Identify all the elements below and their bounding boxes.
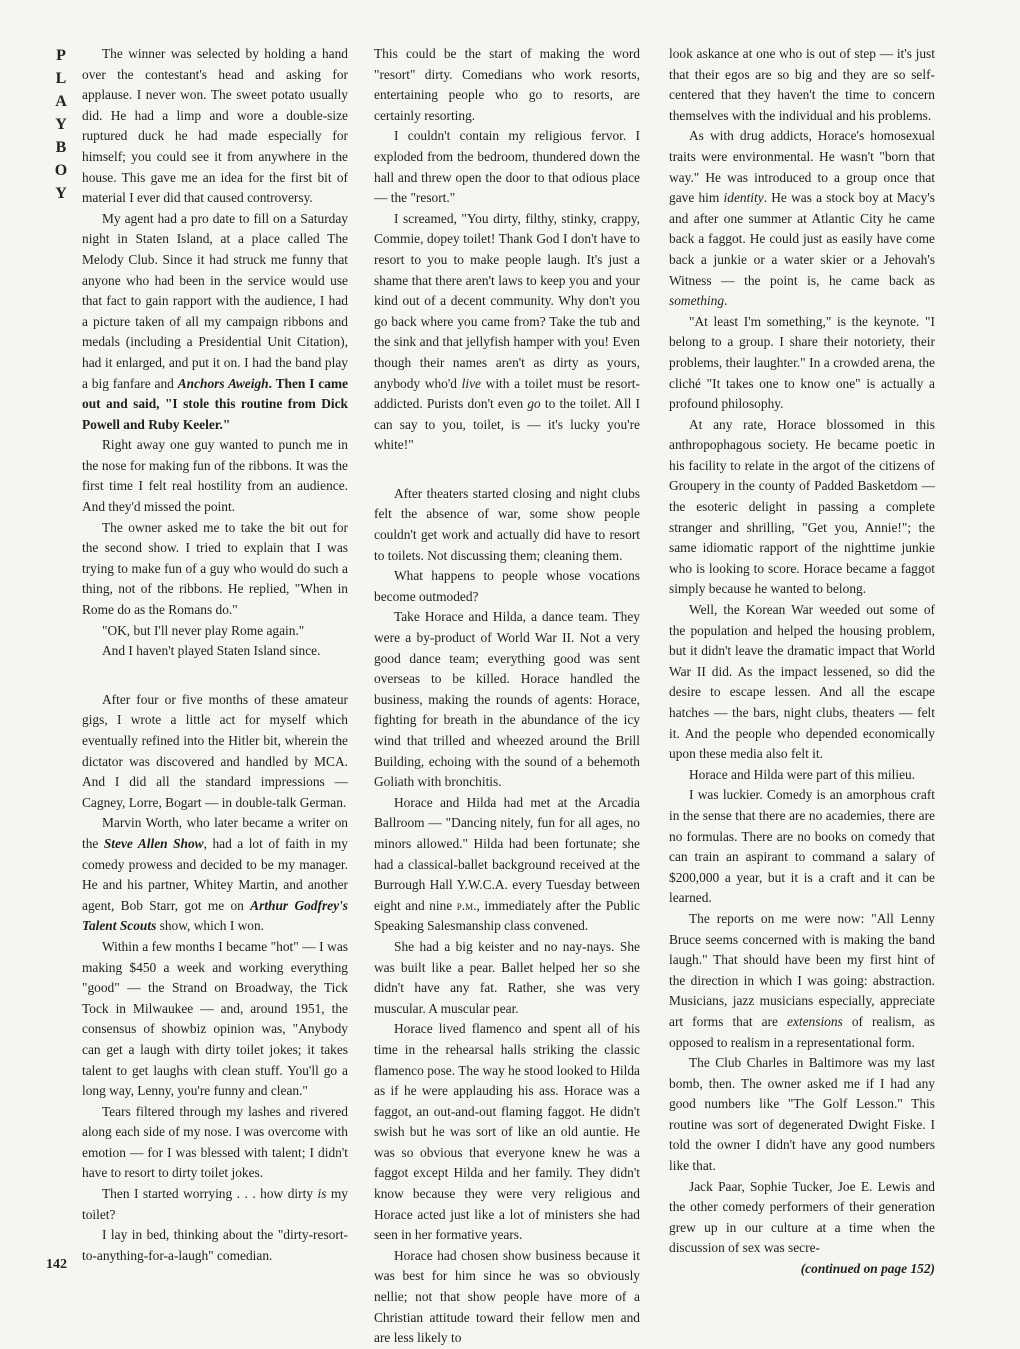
text-run: My agent had a pro date to fill on a Saturday night in Staten Island, at a place called The Melody Club. Since it had struck me funny that anyone who had been in the service would use that fact to gain rapport with the audience, I had a picture taken of all my campaign ribbons and medals (including a Presidential Unit Citation), had it enlarged, and put it on. I had the band play a big fanfare and (82, 210, 348, 391)
paragraph: "At least I'm something," is the keynote. "I belong to a group. I share their notoriety, their problems, their laughter." In a crowded arena, the cliché "It takes one to know one" is actually a profound philosophy. (669, 313, 935, 412)
paragraph: Take Horace and Hilda, a dance team. They were a by-product of World War II. Not a very good dance team; everything good was sent overseas to be killed. Horace handled the business, making the rounds of agents: Horace, fighting for breath in the abundance of the icy wind that trilled and wheezed around the Brill Building, echoing with the sound of a behemoth Goliath with bronchitis. (374, 609, 640, 790)
text-run: , had a lot of faith in my comedy prowess and decided to be my manager. He and his partner, Whitey Martin, and another agent, Bob Starr, got me on (82, 835, 349, 913)
text-run: my toilet? (82, 1186, 348, 1222)
running-head-letter: A (55, 93, 67, 110)
article-column-3 (669, 44, 935, 1280)
emphasis: go (527, 396, 541, 412)
running-head-letter: L (55, 70, 67, 87)
paragraph: The winner was selected by holding a hand over the contestant's head and asking for applause. I never won. The sweet potato usually did. He had a limp and wore a double-size ruptured duck he had made especially for himself; you could see it from anywhere in the house. This gave me an idea for the first bit of material I ever did that caused controversy. (82, 46, 348, 206)
text-run: The reports on me were now: "All Lenny Bruce seems concerned with is making the band laugh." That should have been my first hint of the direction in which I was going: abstraction. Musicians, jazz musicians especially, appreciate art forms that are (669, 910, 935, 1029)
running-head-letter: O (54, 162, 68, 179)
paragraph (669, 126, 935, 311)
paragraph: The Club Charles in Baltimore was my last bomb, then. The owner asked me if I had any good numbers like "The Golf Lesson." This routine was sort of degenerated Dwight Fiske. I told the owner I didn't have any good numbers like that. (669, 1055, 935, 1174)
paragraph: And I haven't played Staten Island since. (102, 643, 321, 659)
paragraph: After theaters started closing and night clubs felt the absence of war, some show people couldn't get work and actually did have to resort to toilets. Not discussing them; cleaning them. (374, 485, 640, 563)
emphasis: something (669, 293, 725, 309)
paragraph: The owner asked me to take the bit out for the second show. I tried to explain that I was trying to make fun of a guy who would do such a thing, not of the ribbons. He replied, "When in Rome do as the Romans do." (82, 519, 348, 618)
running-head-letter: P (56, 47, 66, 64)
paragraph: Horace and Hilda were part of this milieu. (689, 766, 916, 782)
paragraph: At any rate, Horace blossomed in this anthropophagous society. He became poetic in his facility to relate in the argot of the citizens of Groupery in the county of Padded Basketdom — the esoteric delight in passing a complete stranger and shrilling, "Get you, Annie!"; the same idiomatic rapport of the nighttime junkie who is looking to score. Horace became a faggot simply because he wanted to belong. (669, 416, 935, 597)
text-run: to the toilet. All I can say to you, toilet, is — it's lucky you're white!" (374, 396, 641, 453)
song-title: Anchors Aweigh (177, 375, 269, 391)
paragraph: Well, the Korean War weeded out some of the population and helped the housing problem, but it didn't leave the dramatic impact that World War II did. As the impact lessened, so did the desire to escape lessen. And all the escape hatches — the bars, night clubs, theaters — felt it. And the people who depended economically upon these media also felt it. (669, 602, 935, 762)
paragraph: What happens to people whose vocations become outmoded? (374, 568, 640, 604)
running-head-letter: Y (55, 116, 67, 133)
text-run: of realism, as opposed to realism in a representational form. (669, 1013, 935, 1050)
paragraph (669, 909, 935, 1053)
time-abbrev: p.m. (456, 897, 477, 913)
paragraph: This could be the start of making the word "resort" dirty. Comedians who work resorts, entertaining people who go to resorts, are certainly resorting. (374, 46, 640, 123)
paragraph: "OK, but I'll never play Rome again." (102, 622, 305, 638)
continued-on-link[interactable]: (continued on page 152) (800, 1261, 935, 1277)
paragraph: After four or five months of these amateur gigs, I wrote a little act for myself which eventually refined into the Hitler bit, wherein the dictator was discovered and handled by MCA. And I did all the standard impressions — Cagney, Lorre, Bogart — in double-talk German. (82, 691, 348, 810)
paragraph: Within a few months I became "hot" — I was making $450 a week and working everything "good" — the Strand on Broadway, the Tick Tock in Milwaukee — and, around 1951, the consensus of showbiz opinion was, "Anybody can get a laugh with dirty toilet jokes; it takes talent to get laughs with clean stuff. You'll go a long way, Lenny, you're funny and clean." (82, 938, 348, 1099)
running-head-letter: Y (55, 185, 67, 202)
emphasis: is (317, 1186, 327, 1202)
text-run: show, which I won. (156, 918, 265, 934)
paragraph: She had a big keister and no nay-nays. She was built like a pear. Ballet helped her so she didn't have any fat. Rather, she was very muscular. A muscular pear. (374, 938, 640, 1016)
paragraph: Tears filtered through my lashes and rivered along each side of my nose. I was overcome with emotion — for I was blessed with talent; I didn't have to resort to dirty toilet jokes. (82, 1103, 348, 1181)
text-run: . He was a stock boy at Macy's and after one summer at Atlantic City he came back a faggot. He could just as easily have come back a junkie or a water skier or a Jehovah's Witness — the point is, he came back as (669, 190, 935, 288)
text-run: As with drug addicts, Horace's homosexual traits were environmental. He wasn't "born that way." He was introduced to a group once that gave him (669, 128, 935, 206)
emphasis: live (461, 375, 481, 391)
text-run: with a toilet must be resort-addicted. Purists don't even (374, 375, 640, 412)
text-run: Horace and Hilda had met at the Arcadia Ballroom — "Dancing nitely, fun for all ages, no minors allowed." Hilda had been fortunate; she had a classical-ballet background received at the Burrough Hall Y.W.C.A. every Tuesday between eight and nine (374, 794, 640, 913)
running-head-letter: B (55, 139, 67, 156)
show-title: Steve Allen Show (103, 835, 204, 851)
show-title: Arthur Godfrey's Talent Scouts (82, 897, 348, 934)
text-run: . Then I came out and said, "I stole this routine from Dick Powell and Ruby Keeler." (82, 375, 348, 432)
paragraph (374, 793, 640, 937)
article-column-1 (82, 44, 348, 1266)
paragraph: Right away one guy wanted to punch me in the nose for making fun of the ribbons. It was the first time I felt real hostility from an audience. And they'd missed the point. (82, 437, 348, 515)
emphasis: identity (723, 190, 764, 206)
text-run: , immediately after the Public Speaking Salesmanship class convened. (374, 897, 640, 934)
paragraph: I was luckier. Comedy is an amorphous craft in the sense that there are no academies, there are no formulas. There are no books on comedy that can train an aspirant to command a salary of $200,000 a year, but it is a craft and it can be learned. (669, 787, 935, 906)
paragraph (82, 209, 348, 436)
paragraph (374, 209, 640, 456)
page-number: 142 (46, 1257, 67, 1272)
paragraph (82, 813, 348, 937)
paragraph: I couldn't contain my religious fervor. I exploded from the bedroom, thundered down the hall and threw open the door to that odious place — the "resort." (374, 128, 640, 206)
paragraph: Horace had chosen show business because it was best for him since he was so obviously nellie; not that show people have more of a Christian attitude toward their fellow men and are less likely to (374, 1247, 640, 1346)
text-run: . (724, 293, 728, 309)
text-run: I screamed, "You dirty, filthy, stinky, crappy, Commie, dopey toilet! Thank God I don't have to resort to you to make people laugh. It's just a shame that there aren't laws to keep you and your kind out of a decent community. Why don't you go back where you came from? Take the tub and the sink and that jellyfish hamper with you! Even though their names aren't as dirty as yours, anybody who'd (374, 210, 640, 391)
emphasis: extensions (786, 1013, 843, 1029)
paragraph: I lay in bed, thinking about the "dirty-resort-to-anything-for-a-laugh" comedian. (82, 1227, 348, 1263)
paragraph: Jack Paar, Sophie Tucker, Joe E. Lewis and the other comedy performers of their generation grew up in our culture at a time when the discussion of sex was secre- (669, 1178, 935, 1256)
article-column-2 (374, 44, 640, 1349)
paragraph: Horace lived flamenco and spent all of his time in the rehearsal halls striking the classic flamenco pose. The way he stood looked to Hilda as if he were applauding his ass. Horace was a faggot, an out-and-out flaming faggot. He didn't swish but he was sort of like an old auntie. He was so obvious that everyone knew he was a faggot except Hilda and her family. They didn't know because they were very religious and Horace acted just like a lot of ministers she had seen in her formative years. (374, 1021, 640, 1243)
paragraph: look askance at one who is out of step — it's just that their egos are so big and they are so self-centered that they haven't the time to concern themselves with the individual and his problems. (669, 46, 935, 123)
paragraph (82, 1184, 348, 1225)
playboy-running-head (48, 44, 74, 205)
text-run: Then I started worrying . . . how dirty (102, 1186, 318, 1202)
text-run: Marvin Worth, who later became a writer on the (82, 815, 348, 851)
